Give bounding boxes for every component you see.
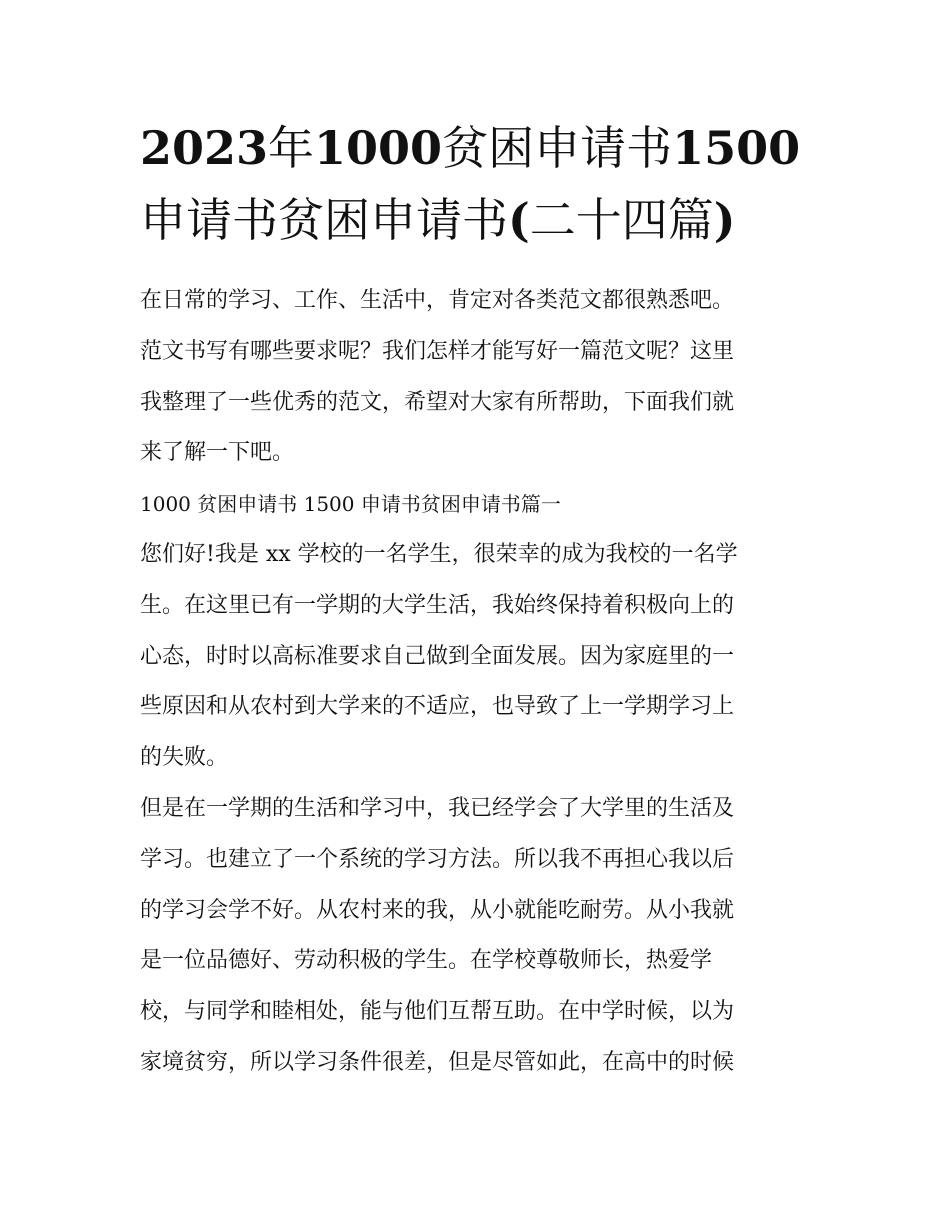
text-line: 生。在这里已有一学期的大学生活，我始终保持着积极向上的 xyxy=(140,592,735,618)
text-line: 1000 贫困申请书 1500 申请书贫困申请书篇一 xyxy=(140,492,561,517)
title-line-1 xyxy=(140,112,820,184)
paragraph xyxy=(140,784,820,1089)
title-number: 1500 xyxy=(672,121,801,175)
paragraph-intro xyxy=(140,276,820,479)
document-body xyxy=(140,276,820,1089)
title-text: 二十四篇 xyxy=(529,193,714,247)
text-line: 是一位品德好、劳动积极的学生。在学校尊敬师长，热爱学 xyxy=(140,948,713,974)
title-paren: ( xyxy=(508,193,530,247)
text-line: 心态，时时以高标准要求自己做到全面发展。因为家庭里的一 xyxy=(140,643,735,669)
text-line: 在日常的学习、工作、生活中，肯定对各类范文都很熟悉吧。 xyxy=(140,288,735,313)
section-heading xyxy=(140,479,820,530)
title-year: 2023 xyxy=(140,121,269,175)
text-line: 些原因和从农村到大学来的不适应，也导致了上一学期学习上 xyxy=(140,694,735,720)
document-title xyxy=(140,112,820,256)
paragraph xyxy=(140,530,820,784)
text-line: 我整理了一些优秀的范文，希望对大家有所帮助，下面我们就 xyxy=(140,389,735,415)
text-line: 但是在一学期的生活和学习中，我已经学会了大学里的生活及 xyxy=(140,795,735,821)
title-text: 年 xyxy=(268,121,315,175)
title-text: 贫困申请书 xyxy=(442,121,673,175)
text-line: 范文书写有哪些要求呢？我们怎样才能写好一篇范文呢？这里 xyxy=(140,338,735,364)
title-number: 1000 xyxy=(314,121,443,175)
text-line: 家境贫穷，所以学习条件很差，但是尽管如此，在高中的时候 xyxy=(140,1049,735,1075)
text-line: 学习。也建立了一个系统的学习方法。所以我不再担心我以后 xyxy=(140,846,735,872)
text-line: 的失败。 xyxy=(140,745,229,771)
text-line: 来了解一下吧。 xyxy=(140,440,295,466)
text-line: 您们好!我是 xx 学校的一名学生，很荣幸的成为我校的一名学 xyxy=(140,541,738,567)
title-paren: ) xyxy=(713,193,736,247)
title-line-2 xyxy=(140,184,820,256)
text-line: 的学习会学不好。从农村来的我，从小就能吃耐劳。从小我就 xyxy=(140,897,735,923)
title-text: 申请书贫困申请书 xyxy=(140,193,508,247)
text-line: 校，与同学和睦相处，能与他们互帮互助。在中学时候，以为 xyxy=(140,999,735,1025)
